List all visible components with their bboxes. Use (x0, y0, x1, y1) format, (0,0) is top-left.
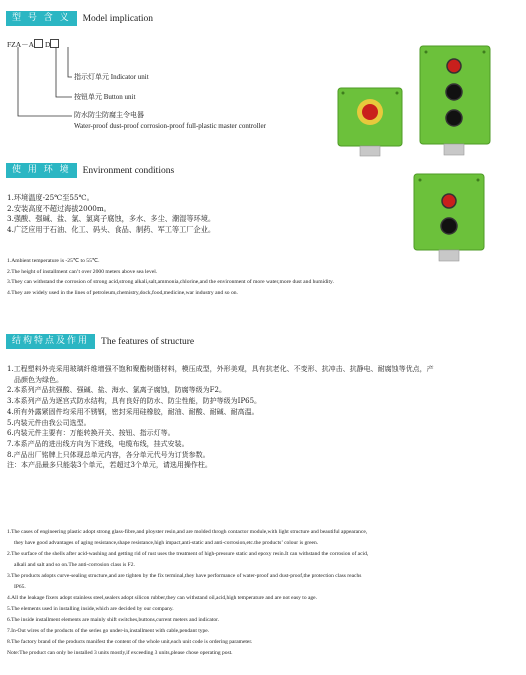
section-tag: 结构特点及作用 (6, 334, 95, 349)
list-item: 2.本系列产品抗强酸、强碱、盐、海水、氯离子腐蚀，防腐等级为F2。 (7, 386, 226, 395)
list-item: 4.广泛应用于石油、化工、码头、食品、制药、军工等工厂企业。 (7, 224, 216, 234)
label-indicator-unit: 指示灯单元 Indicator unit (74, 73, 149, 81)
section-tag: 型 号 含 义 (6, 11, 77, 26)
list-item: alkali and salt and so on.The anti-corrosion class is F2. (14, 562, 135, 568)
list-item: 7.本系产品的进出线方向为下进线，电缆布线，挂式安装。 (7, 439, 189, 448)
section-header-environment (6, 163, 174, 178)
list-item: 3.They can withstand the corrosion of strong acid,strong alkali,salt,ammonia,chlorine,and the environment of more water,more dust and humidity. (7, 279, 334, 285)
product-image-estop (336, 86, 416, 166)
list-item: IP65. (14, 584, 26, 590)
label-controller-en: Water-proof dust-proof corrosion-proof full-plastic master controller (74, 122, 266, 130)
list-item: 2.The height of installment can’t over 2000 meters above sea level. (7, 268, 158, 275)
list-item: 2.The surface of the shells after acid-washing and getting rid of rust uses the treatment of high-pressure static and epoxy resin.It can withstand the corrosion of acid, (7, 551, 369, 557)
env-list-cn (7, 193, 215, 235)
list-item: 4.All the leakage fixers adopt stainless steel,sealers adopt silicon rubber,they can withstand oil,acid,high temperature and are not easy to age. (7, 595, 317, 601)
list-item: they have good advantages of aging resistance,shape resistance,high impact,anti-static and anti-corrosion,etc.the products’ colour is green. (14, 540, 319, 546)
list-item: 5.内装元件由我公司选型。 (7, 418, 91, 427)
structure-list-cn (7, 364, 434, 471)
list-item: 8.产品出厂铭牌上只体现总单元内容，各分单元代号为订货参数。 (7, 450, 210, 459)
section-header-structure (6, 334, 194, 349)
list-item: 1.工程塑料外壳采用玻璃纤维增强不饱和聚酯树脂材料，模压成型，外形美观，具有抗老化、不变形、抗冲击、抗静电、耐腐蚀等优点，产 (7, 365, 434, 373)
label-button-unit: 按钮单元 Button unit (74, 93, 136, 101)
section-tag: 使 用 环 境 (6, 163, 77, 178)
list-item: 8.The factory brand of the products manifest the content of the whole unit,each unit code is ordering parameter. (7, 639, 253, 645)
env-list-en (7, 256, 334, 298)
list-item: 1.The cases of engineering plastic adopt strong glass-fibre,and ployster resin,and are molded throgh contactor module,with light structure and beautiful appearance, (7, 529, 368, 535)
section-title: The features of structure (101, 336, 195, 347)
product-image-three-unit (418, 42, 498, 162)
list-item: 3.The products adopts curve-sealing structure,and are tighten by the fix terminal,they have performance of water-proof and dust-proof,the protection class reachs (7, 573, 362, 579)
list-item: 2.安装高度不超过海拔2000m。 (7, 203, 111, 213)
list-item: 1.环境温度-25℃至55℃。 (7, 193, 94, 202)
model-code-d: D (44, 40, 51, 49)
list-item: 6.The inside installment elements are mainly shift switches,buttons,current meters and indicator. (7, 617, 220, 623)
structure-list-en (7, 527, 368, 659)
list-item: 5.The elements used in installing inside,which are decided by our company. (7, 606, 174, 612)
section-title: Model implication (82, 13, 154, 24)
list-item: 4.They are widely used in the lines of petroleum,chemistry,dock,food,medicine,war industry and so on. (7, 289, 238, 296)
product-image-two-unit (412, 172, 492, 272)
list-item: 注：本产品最多只能装3个单元，若超过3个单元，请选用操作柱。 (7, 461, 212, 470)
list-item: 4.所有外露紧固件均采用不锈钢，密封采用硅橡胶，耐油、耐酸、耐碱、耐高温。 (7, 407, 259, 416)
list-item: 7.In-Out wires of the products of the series go under-in,installment with cable,pendant type. (7, 628, 210, 634)
list-item: 6.内装元件主要有：万能转换开关、按钮、指示灯等。 (7, 429, 175, 438)
list-item: 1.Ambient temperature is -25℃ to 55℃. (7, 258, 100, 264)
list-item: Note:The product can only be installed 3 units mostly,if exceeding 3 units,please chose operating post. (7, 650, 233, 656)
model-code-prefix: FZA－A (7, 40, 35, 49)
label-controller-cn: 防水防尘防腐主令电器 (74, 111, 144, 119)
section-title: Environment conditions (82, 165, 175, 176)
list-item: 品颜色为绿色。 (14, 375, 63, 384)
section-header-model (6, 11, 153, 26)
list-item: 3.强酸、强碱、盐、氯、氯离子腐蚀，多水、多尘、潮湿等环境。 (7, 214, 216, 223)
list-item: 3.本系列产品为逐宫式防水结构，具有良好的防水、防尘性能，防护等级为IP65。 (7, 397, 262, 406)
